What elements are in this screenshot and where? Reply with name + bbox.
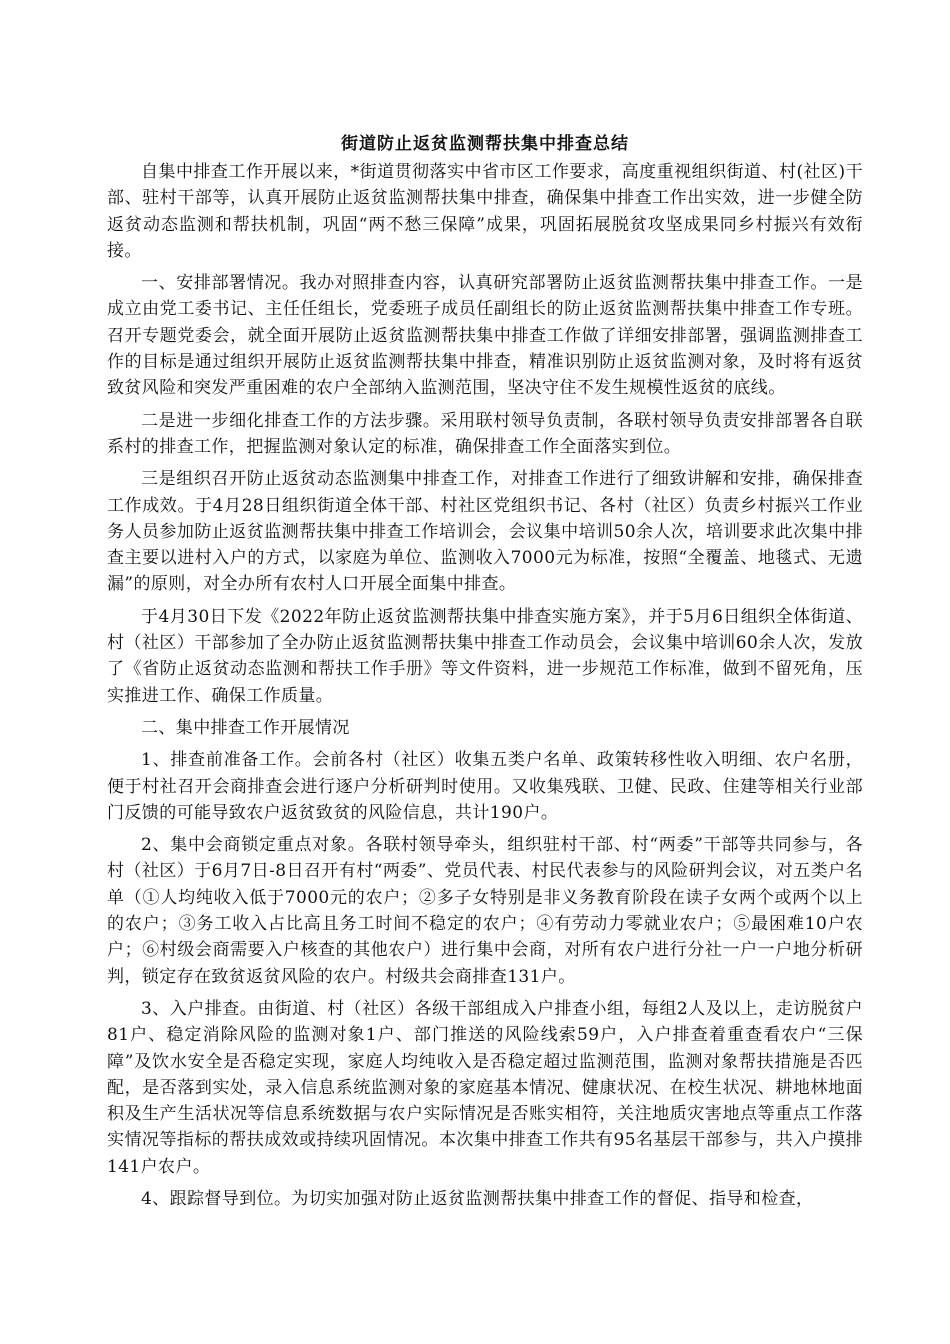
paragraph-preparation: 1、排查前准备工作。会前各村（社区）收集五类户名单、政策转移性收入明细、农户名册，便于村社召开会商排查会进行逐户分析研判时使用。又收集残联、卫健、民政、住建等相关行业部门反馈的可能导致农户返贫致贫的风险信息，共计190户。 xyxy=(107,750,863,823)
document-body xyxy=(107,131,863,1218)
document-title: 街道防止返贫监测帮扶集中排查总结 xyxy=(341,134,629,154)
paragraph-plan-issue: 于4月30日下发《2022年防止返贫监测帮扶集中排查实施方案》，并于5月6日组织全体街道、村（社区）干部参加了全办防止返贫监测帮扶集中排查工作动员会，会议集中培训60余人次，发放了《省防止返贫动态监测和帮扶工作手册》等文件资料，进一步规范工作标准，做到不留死角，压实推进工作、确保工作质量。 xyxy=(107,606,863,706)
paragraph-deployment: 一、安排部署情况。我办对照排查内容，认真研究部署防止返贫监测帮扶集中排查工作。一是成立由党工委书记、主任任组长，党委班子成员任副组长的防止返贫监测帮扶集中排查工作专班。召开专题党委会，就全面开展防止返贫监测帮扶集中排查工作做了详细安排部署，强调监测排查工作的目标是通过组织开展防止返贫监测帮扶集中排查，精准识别防止返贫监测对象，及时将有返贫致贫风险和突发严重困难的农户全部纳入监测范围，坚决守住不发生规模性返贫的底线。 xyxy=(107,273,863,399)
paragraph-household-survey: 3、入户排查。由街道、村（社区）各级干部组成入户排查小组，每组2人及以上，走访脱贫户81户、稳定消除风险的监测对象1户、部门推送的风险线索59户，入户排查着重查看农户“三保障”及饮水安全是否稳定实现，家庭人均纯收入是否稳定超过监测范围，监测对象帮扶措施是否匹配，是否落到实处，录入信息系统监测对象的家庭基本情况、健康状况、在校生状况、耕地林地面积及生产生活状况等信息系统数据与农户实际情况是否账实相符，关注地质灾害地点等重点工作落实情况等指标的帮扶成效或持续巩固情况。本次集中排查工作共有95名基层干部参与，共入户摸排141户农户。 xyxy=(107,998,863,1177)
paragraph-consultation: 2、集中会商锁定重点对象。各联村领导牵头，组织驻村干部、村“两委”干部等共同参与，各村（社区）于6月7日-8日召开有村“两委”、党员代表、村民代表参与的风险研判会议，对五类户名单（①人均纯收入低于7000元的农户；②多子女特别是非义务教育阶段在读子女两个或两个以上的农户；③务工收入占比高且务工时间不稳定的农户；④有劳动力零就业农户；⑤最困难10户农户；⑥村级会商需要入户核查的其他农户）进行集中会商，对所有农户进行分社一户一户地分析研判，锁定存在致贫返贫风险的农户。村级共会商排查131户。 xyxy=(107,835,863,987)
paragraph-supervision: 4、跟踪督导到位。为切实加强对防止返贫监测帮扶集中排查工作的督促、指导和检查， xyxy=(141,1188,814,1209)
paragraph-training: 三是组织召开防止返贫动态监测集中排查工作，对排查工作进行了细致讲解和安排，确保排查工作成效。于4月28日组织街道全体干部、村社区党组织书记、各村（社区）负责乡村振兴工作业务人员参加防止返贫监测帮扶集中排查工作培训会，会议集中培训50余人次，培训要求此次集中排查主要以进村入户的方式，以家庭为单位、监测收入7000元为标准，按照“全覆盖、地毯式、无遗漏”的原则，对全办所有农村人口开展全面集中排查。 xyxy=(107,469,863,595)
section-heading-implementation: 二、集中排查工作开展情况 xyxy=(141,717,350,738)
paragraph-method-steps: 二是进一步细化排查工作的方法步骤。采用联村领导负责制，各联村领导负责安排部署各自联系村的排查工作，把握监测对象认定的标准，确保排查工作全面落实到位。 xyxy=(107,410,863,457)
paragraph-intro: 自集中排查工作开展以来，*街道贯彻落实中省市区工作要求，高度重视组织街道、村(社区)干部、驻村干部等，认真开展防止返贫监测帮扶集中排查，确保集中排查工作出实效，进一步健全防返贫动态监测和帮扶机制，巩固“两不愁三保障”成果，巩固拓展脱贫攻坚成果同乡村振兴有效衔接。 xyxy=(107,162,863,261)
